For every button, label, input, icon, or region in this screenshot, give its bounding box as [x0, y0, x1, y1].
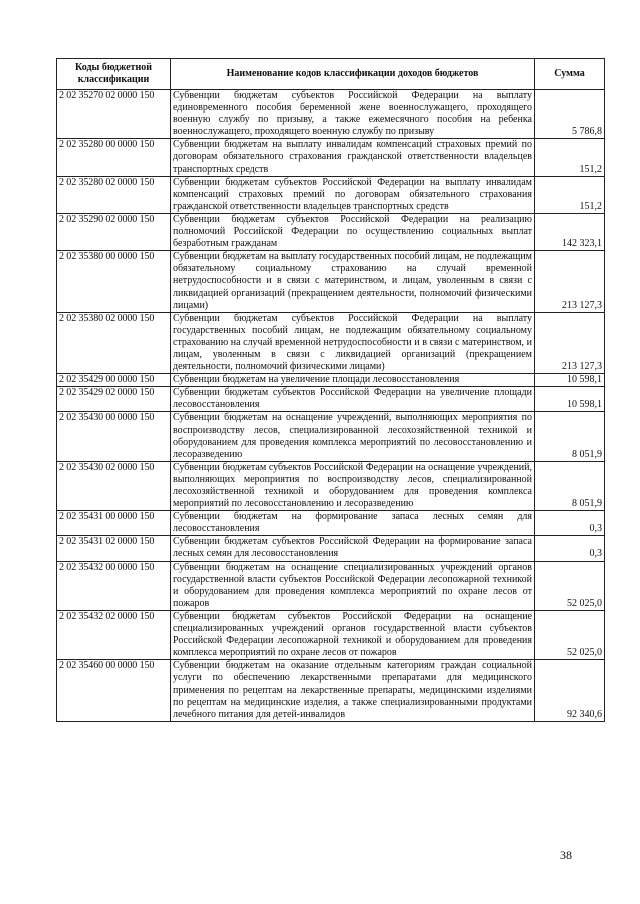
table-body [57, 90, 605, 722]
table-row [57, 213, 605, 250]
name-cell: Субвенции бюджетам субъектов Российской Федерации на оснащение учреждений, выполняющих мероприятия по воспроизводству лесов, специализированной лесохозяйственной техникой и оборудованием для проведения комплекса мероприятий по лесовосстановлению и лесоразведению [171, 461, 535, 510]
name-cell: Субвенции бюджетам на оказание отдельным категориям граждан социальной услуги по обеспечению лекарственными препаратами для медицинского применения по рецептам на лекарственные препараты, медицинскими изделиями по рецептам на медицинские изделия, а также специализированными продуктами лечебного питания для детей-инвалидов [171, 660, 535, 721]
name-cell: Субвенции бюджетам субъектов Российской Федерации на увеличение площади лесовосстановления [171, 387, 535, 412]
table-row [57, 90, 605, 139]
sum-cell: 52 025,0 [535, 610, 605, 659]
table-row [57, 610, 605, 659]
table-row [57, 660, 605, 721]
name-cell: Субвенции бюджетам на увеличение площади лесовосстановления [171, 374, 535, 387]
header-sum: Сумма [535, 59, 605, 90]
table-row [57, 374, 605, 387]
table-row [57, 251, 605, 312]
code-cell: 2 02 35280 00 0000 150 [57, 139, 171, 176]
sum-cell: 0,3 [535, 511, 605, 536]
name-cell: Субвенции бюджетам субъектов Российской Федерации на выплату государственных пособий лицам, не подлежащим обязательному социальному страхованию на случай временной нетрудоспособности и в связи с материнством, и лицам, уволенным в связи с ликвидацией организаций (прекращением деятельности, полномочий физическими лицами) [171, 312, 535, 373]
sum-cell: 8 051,9 [535, 412, 605, 461]
code-cell: 2 02 35431 00 0000 150 [57, 511, 171, 536]
table-header-row [57, 59, 605, 90]
sum-cell: 142 323,1 [535, 213, 605, 250]
budget-revenue-table [56, 58, 605, 722]
header-code: Коды бюджетной классификации [57, 59, 171, 90]
name-cell: Субвенции бюджетам субъектов Российской Федерации на оснащение специализированных учреждений органов государственной власти субъектов Российской Федерации лесопожарной техникой и оборудованием для проведения комплекса мероприятий по охране лесов от пожаров [171, 610, 535, 659]
table-row [57, 536, 605, 561]
table-row [57, 561, 605, 610]
name-cell: Субвенции бюджетам субъектов Российской Федерации на выплату инвалидам компенсаций страховых премий по договорам обязательного страхования гражданской ответственности владельцев транспортных средств [171, 176, 535, 213]
code-cell: 2 02 35380 02 0000 150 [57, 312, 171, 373]
page-number: 38 [560, 848, 572, 862]
sum-cell: 151,2 [535, 139, 605, 176]
code-cell: 2 02 35290 02 0000 150 [57, 213, 171, 250]
code-cell: 2 02 35270 02 0000 150 [57, 90, 171, 139]
name-cell: Субвенции бюджетам субъектов Российской Федерации на выплату единовременного пособия беременной жене военнослужащего, проходящего военную службу по призыву, а также ежемесячного пособия на ребенка военнослужащего, проходящего военную службу по призыву [171, 90, 535, 139]
table-row [57, 139, 605, 176]
table-row [57, 511, 605, 536]
sum-cell: 10 598,1 [535, 374, 605, 387]
code-cell: 2 02 35460 00 0000 150 [57, 660, 171, 721]
name-cell: Субвенции бюджетам на выплату инвалидам компенсаций страховых премий по договорам обязательного страхования гражданской ответственности владельцев транспортных средств [171, 139, 535, 176]
code-cell: 2 02 35280 02 0000 150 [57, 176, 171, 213]
code-cell: 2 02 35430 02 0000 150 [57, 461, 171, 510]
table-row [57, 461, 605, 510]
name-cell: Субвенции бюджетам на формирование запаса лесных семян для лесовосстановления [171, 511, 535, 536]
table-row [57, 387, 605, 412]
name-cell: Субвенции бюджетам субъектов Российской Федерации на формирование запаса лесных семян для лесовосстановления [171, 536, 535, 561]
name-cell: Субвенции бюджетам на оснащение учреждений, выполняющих мероприятия по воспроизводству лесов, специализированной лесохозяйственной техникой и оборудованием для проведения комплекса мероприятий по лесовосстановлению и лесоразведению [171, 412, 535, 461]
sum-cell: 10 598,1 [535, 387, 605, 412]
sum-cell: 92 340,6 [535, 660, 605, 721]
code-cell: 2 02 35430 00 0000 150 [57, 412, 171, 461]
table-row [57, 312, 605, 373]
table-row [57, 412, 605, 461]
code-cell: 2 02 35432 02 0000 150 [57, 610, 171, 659]
sum-cell: 0,3 [535, 536, 605, 561]
name-cell: Субвенции бюджетам субъектов Российской Федерации на реализацию полномочий Российской Федерации по осуществлению социальных выплат безработным гражданам [171, 213, 535, 250]
sum-cell: 8 051,9 [535, 461, 605, 510]
code-cell: 2 02 35432 00 0000 150 [57, 561, 171, 610]
header-name: Наименование кодов классификации доходов бюджетов [171, 59, 535, 90]
code-cell: 2 02 35429 00 0000 150 [57, 374, 171, 387]
name-cell: Субвенции бюджетам на оснащение специализированных учреждений органов государственной власти субъектов Российской Федерации лесопожарной техникой и оборудованием для проведения комплекса мероприятий по охране лесов от пожаров [171, 561, 535, 610]
code-cell: 2 02 35380 00 0000 150 [57, 251, 171, 312]
code-cell: 2 02 35431 02 0000 150 [57, 536, 171, 561]
code-cell: 2 02 35429 02 0000 150 [57, 387, 171, 412]
sum-cell: 213 127,3 [535, 312, 605, 373]
sum-cell: 5 786,8 [535, 90, 605, 139]
sum-cell: 151,2 [535, 176, 605, 213]
sum-cell: 52 025,0 [535, 561, 605, 610]
sum-cell: 213 127,3 [535, 251, 605, 312]
name-cell: Субвенции бюджетам на выплату государственных пособий лицам, не подлежащим обязательному социальному страхованию на случай временной нетрудоспособности и в связи с материнством, и лицам, уволенным в связи с ликвидацией организаций (прекращением деятельности, полномочий физическими лицами) [171, 251, 535, 312]
table-row [57, 176, 605, 213]
